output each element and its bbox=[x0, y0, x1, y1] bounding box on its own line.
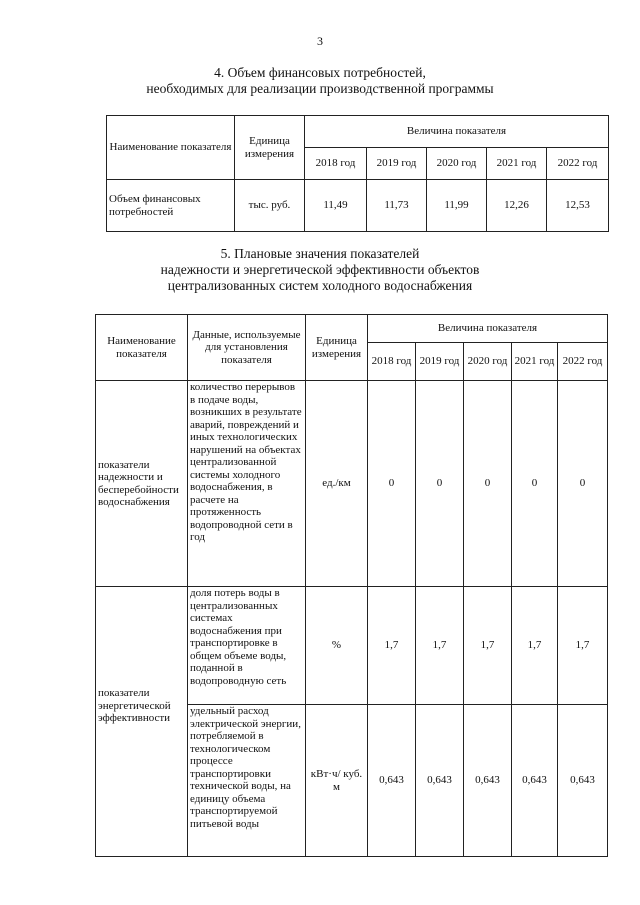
header-indicator-name: Наименование показателя bbox=[96, 315, 188, 381]
row-indicator-name: показатели энергетической эффективности bbox=[96, 587, 188, 857]
header-value: Величина показателя bbox=[305, 116, 609, 148]
header-year: 2018 год bbox=[305, 148, 367, 180]
row-value: 11,49 bbox=[305, 180, 367, 232]
financial-needs-table bbox=[106, 115, 609, 232]
row-value: 0 bbox=[512, 381, 558, 587]
row-unit: ед./км bbox=[306, 381, 368, 587]
header-year: 2022 год bbox=[558, 343, 608, 381]
row-value: 12,26 bbox=[487, 180, 547, 232]
header-unit: Единица измерения bbox=[306, 315, 368, 381]
section5-title-line1: 5. Плановые значения показателей bbox=[220, 246, 420, 261]
section5-title-line3: централизованных систем холодного водоснабжения bbox=[167, 278, 473, 293]
row-value: 1,7 bbox=[464, 587, 512, 705]
page-number: 3 bbox=[317, 34, 323, 48]
row-value: 12,53 bbox=[547, 180, 609, 232]
header-year: 2022 год bbox=[547, 148, 609, 180]
section4-title-line1: 4. Объем финансовых потребностей, bbox=[214, 65, 426, 80]
row-value: 0,643 bbox=[368, 705, 416, 857]
section4-title bbox=[0, 65, 640, 97]
row-value: 0,643 bbox=[512, 705, 558, 857]
section5-title bbox=[0, 246, 640, 294]
header-data-used: Данные, используемые для установления показателя bbox=[188, 315, 306, 381]
header-year: 2020 год bbox=[427, 148, 487, 180]
row-value: 0 bbox=[416, 381, 464, 587]
row-unit: кВт·ч/ куб. м bbox=[306, 705, 368, 857]
row-value: 1,7 bbox=[512, 587, 558, 705]
header-year: 2021 год bbox=[512, 343, 558, 381]
reliability-efficiency-table bbox=[95, 314, 608, 857]
table-row bbox=[96, 587, 608, 705]
row-value: 0 bbox=[464, 381, 512, 587]
row-unit: % bbox=[306, 587, 368, 705]
table-header-row bbox=[107, 116, 609, 148]
table-row bbox=[96, 381, 608, 587]
row-value: 1,7 bbox=[368, 587, 416, 705]
row-value: 0,643 bbox=[558, 705, 608, 857]
header-year: 2020 год bbox=[464, 343, 512, 381]
row-value: 11,73 bbox=[367, 180, 427, 232]
row-data-used: доля потерь воды в централизованных системах водоснабжения при транспортировке в общем объеме воды, поданной в водопроводную сеть bbox=[188, 587, 306, 705]
header-unit: Единица измерения bbox=[235, 116, 305, 180]
header-year: 2019 год bbox=[367, 148, 427, 180]
header-indicator-name: Наименование показателя bbox=[107, 116, 235, 180]
table-header-row bbox=[96, 315, 608, 343]
header-year: 2019 год bbox=[416, 343, 464, 381]
header-year: 2021 год bbox=[487, 148, 547, 180]
row-value: 0,643 bbox=[416, 705, 464, 857]
row-indicator-name: Объем финансовых потребностей bbox=[107, 180, 235, 232]
row-data-used: количество перерывов в подаче воды, возникших в результате аварий, повреждений и иных технологических нарушений на объектах централизованной системы холодного водоснабжения, в расчете на протяженность водопроводной сети в год bbox=[188, 381, 306, 587]
row-unit: тыс. руб. bbox=[235, 180, 305, 232]
section5-title-line2: надежности и энергетической эффективности объектов bbox=[160, 262, 480, 277]
row-data-used: удельный расход электрической энергии, потребляемой в технологическом процессе транспортировки технической воды, на единицу объема транспортируемой питьевой воды bbox=[188, 705, 306, 857]
row-value: 1,7 bbox=[416, 587, 464, 705]
row-value: 1,7 bbox=[558, 587, 608, 705]
header-year: 2018 год bbox=[368, 343, 416, 381]
row-value: 0 bbox=[368, 381, 416, 587]
row-value: 0 bbox=[558, 381, 608, 587]
header-value: Величина показателя bbox=[368, 315, 608, 343]
row-indicator-name: показатели надежности и бесперебойности водоснабжения bbox=[96, 381, 188, 587]
row-value: 0,643 bbox=[464, 705, 512, 857]
section4-title-line2: необходимых для реализации производственной программы bbox=[146, 81, 494, 96]
row-value: 11,99 bbox=[427, 180, 487, 232]
table-row bbox=[107, 180, 609, 232]
